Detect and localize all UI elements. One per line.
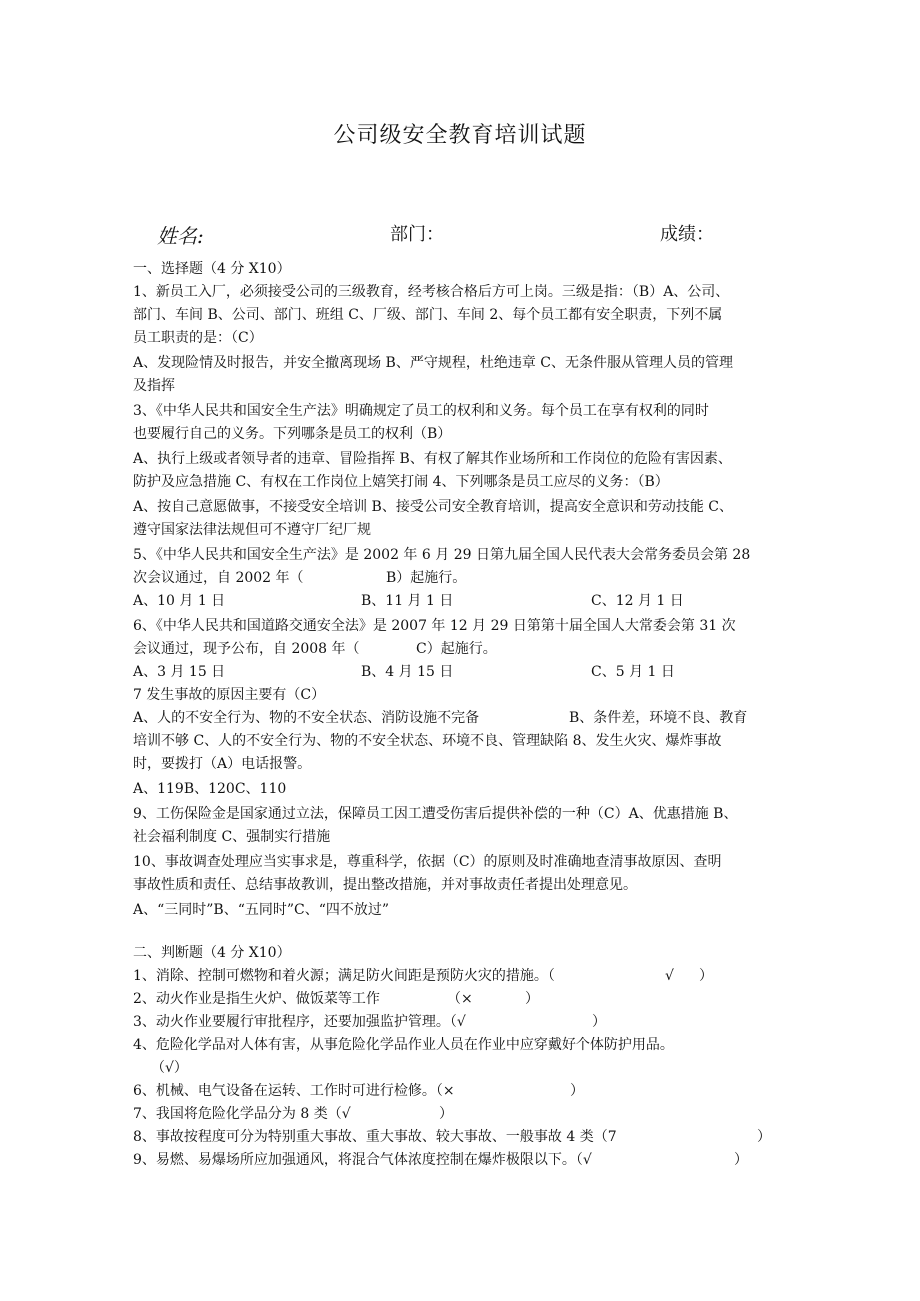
- question-text: 会议通过，现予公布，自 2008 年（: [133, 641, 360, 657]
- question-line: [133, 567, 788, 590]
- question-line: A、按自己意愿做事，不接受安全培训 B、接受公司安全教育培训，提高安全意识和劳动技能 C、: [133, 499, 734, 515]
- name-field-label: 姓名:: [157, 224, 204, 248]
- judgment-text: ）: [699, 968, 713, 984]
- question-line: A、执行上级或者领导者的违章、冒险指挥 B、有权了解其作业场所和工作岗位的危险有害因素、: [133, 451, 732, 467]
- judgment-text: 8、事故按程度可分为特别重大事故、重大事故、较大事故、一般事故 4 类（7: [133, 1129, 617, 1145]
- department-field-label: 部门：: [390, 224, 444, 245]
- question-line: 6、《中华人民共和国道路交通安全法》是 2007 年 12 月 29 日第第十届全国人大常委会第 31 次: [133, 618, 736, 634]
- judgment-text: ）: [525, 991, 539, 1007]
- question-line: 事故性质和责任、总结事故教训，提出整改措施，并对事故责任者提出处理意见。: [133, 877, 637, 893]
- judgment-line: [133, 1011, 788, 1034]
- question-line: 遵守国家法律法规但可不遵守厂纪厂规: [133, 522, 371, 538]
- question-text: A、人的不安全行为、物的不安全状态、消防设施不完备: [133, 710, 480, 726]
- option-b: B、11 月 1 日: [361, 593, 454, 609]
- question-line: 防护及应急措施 C、有权在工作岗位上嬉笑打闹 4、下列哪条是员工应尽的义务：（B）: [133, 474, 669, 490]
- question-line: 10、事故调查处理应当实事求是，尊重科学，依据（C）的原则及时准确地查清事故原因、查明: [133, 854, 722, 870]
- judgment-text: 9、易燃、易爆场所应加强通风，将混合气体浓度控制在爆炸极限以下。（√: [133, 1152, 592, 1168]
- question-line: 3、《中华人民共和国安全生产法》明确规定了员工的权利和义务。每个员工在享有权利的同时: [133, 403, 709, 419]
- judgment-text: 2、动火作业是指生火炉、做饭菜等工作: [133, 991, 380, 1007]
- judgment-line: 4、危险化学品对人体有害，从事危险化学品作业人员在作业中应穿戴好个体防护用品。: [133, 1037, 674, 1053]
- question-line: 及指挥: [133, 378, 175, 394]
- option-b: B、4 月 15 日: [361, 664, 454, 680]
- judgment-text: 1、消除、控制可燃物和着火源；满足防火间距是预防火灾的措施。（: [133, 968, 555, 984]
- question-line: 也要履行自己的义务。下列哪条是员工的权利（B）: [133, 426, 452, 442]
- question-line: A、“三同时”B、“五同时”C、“四不放过”: [133, 902, 390, 918]
- option-c: C、12 月 1 日: [591, 593, 684, 609]
- answer-mark: （√）: [151, 1060, 188, 1076]
- judgment-text: ）: [757, 1129, 771, 1145]
- question-line: 培训不够 C、人的不安全行为、物的不安全状态、环境不良、管理缺陷 8、发生火灾、爆炸事故: [133, 733, 722, 749]
- options-row: [133, 661, 788, 684]
- judgment-line: [133, 965, 788, 988]
- judgment-text: 3、动火作业要履行审批程序，还要加强监护管理。（√: [133, 1014, 466, 1030]
- judgment-text: ）: [592, 1014, 606, 1030]
- question-text: 次会议通过，自 2002 年（: [133, 570, 304, 586]
- answer-mark: （×: [447, 991, 473, 1007]
- question-line: 员工职责的是：（C）: [133, 330, 263, 346]
- judgment-line: [133, 1149, 788, 1172]
- score-field-label: 成绩：: [660, 224, 714, 245]
- judgment-line: [133, 1057, 788, 1080]
- question-text: B）起施行。: [386, 570, 467, 586]
- judgment-text: ）: [570, 1083, 584, 1099]
- question-line: A、发现险情及时报告，并安全撤离现场 B、严守规程，杜绝违章 C、无条件服从管理人员的管理: [133, 355, 734, 371]
- judgment-text: ）: [734, 1152, 748, 1168]
- question-line: 1、新员工入厂，必须接受公司的三级教育，经考核合格后方可上岗。三级是指：（B）A、公司、: [133, 284, 730, 300]
- option-a: A、3 月 15 日: [133, 664, 226, 680]
- question-text: B、条件差，环境不良、教育: [569, 710, 748, 726]
- question-line: 社会福利制度 C、强制实行措施: [133, 829, 331, 845]
- page-title: 公司级安全教育培训试题: [333, 123, 587, 148]
- section-spacer: [133, 922, 788, 942]
- judgment-text: ）: [439, 1106, 453, 1122]
- question-line: 5、《中华人民共和国安全生产法》是 2002 年 6 月 29 日第九届全国人民代表大会常务委员会第 28: [133, 547, 751, 563]
- answer-mark: √: [665, 968, 674, 984]
- question-line: [133, 638, 788, 661]
- judgment-line: [133, 1103, 788, 1126]
- judgment-text: 7、我国将危险化学品分为 8 类（√: [133, 1106, 351, 1122]
- question-line: 时，要拨打（A）电话报警。: [133, 756, 312, 772]
- exam-content: [133, 258, 788, 1172]
- judgment-line: [133, 1080, 788, 1103]
- judgment-line: [133, 988, 788, 1011]
- option-a: A、10 月 1 日: [133, 593, 226, 609]
- question-line: 9、工伤保险金是国家通过立法，保障员工因工遭受伤害后提供补偿的一种（C）A、优惠措施 B、: [133, 806, 738, 822]
- section-heading: 二、判断题（4 分 X10）: [133, 945, 291, 961]
- question-line: [133, 707, 788, 730]
- section-heading: 一、选择题（4 分 X10）: [133, 261, 291, 277]
- judgment-text: 6、机械、电气设备在运转、工作时可进行检修。（×: [133, 1083, 455, 1099]
- question-text: C）起施行。: [416, 641, 497, 657]
- question-line: 部门、车间 B、公司、部门、班组 C、厂级、部门、车间 2、每个员工都有安全职责，下列不属: [133, 307, 723, 323]
- question-line: A、119B、120C、110: [133, 781, 287, 797]
- question-line: 7 发生事故的原因主要有（C）: [133, 687, 326, 703]
- judgment-line: [133, 1126, 788, 1149]
- header-fields: [0, 220, 920, 250]
- option-c: C、5 月 1 日: [591, 664, 675, 680]
- options-row: [133, 590, 788, 613]
